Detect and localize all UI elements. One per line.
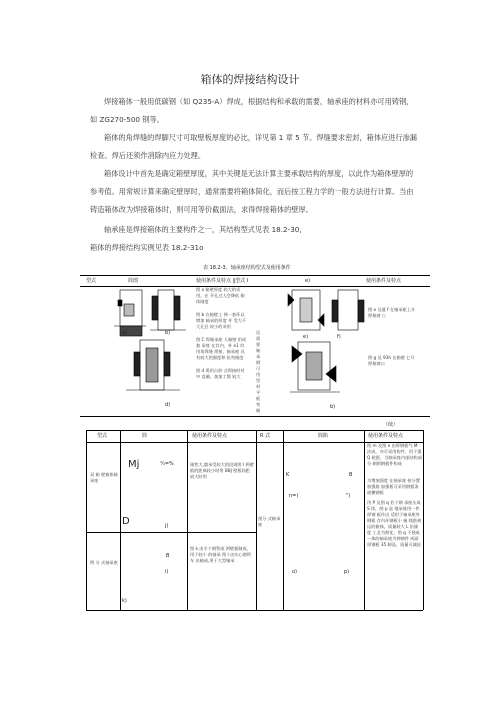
figure-label-b: b): [165, 330, 171, 336]
mid-label-split: 剖分 式轴承座: [258, 516, 281, 527]
table2-header-type: 型式: [97, 433, 108, 439]
figure-label-d: d): [165, 402, 171, 408]
table1-header-sketch: 简图: [128, 278, 139, 284]
table1-header-e: e): [305, 278, 311, 284]
table2-vline-1: [120, 430, 121, 610]
paragraph-5: 箱体的焊接结构实例见表 18.2-31o: [90, 243, 204, 252]
table2-notes-b: 图 k 由半个钢管或 两壁板制成，用于较小 的轴承 图 l 由实心钢所车 出轴成,用于大型轴承: [190, 546, 251, 563]
continued-label: （续）: [383, 422, 399, 428]
table1-note-c: 图 C 焊轴承座 人箱壁 用成独 承座 在其内，外 e1 均用角焊缝 焊接，轴承座 具有较大的强度和 抗弯刚度: [196, 337, 247, 360]
mark-j: j): [165, 523, 169, 529]
table2-vline-6: [423, 430, 424, 610]
figure-label-f: f): [337, 334, 341, 340]
mark-mj: Mj: [128, 459, 140, 470]
table1-vertical-note: 仅需要轴承钢可用型材平板弯制: [256, 330, 261, 413]
drawing-b: [150, 290, 186, 330]
mark-fraction: ¼=%: [160, 461, 174, 467]
mark-B-r: B: [349, 472, 353, 478]
figure-label-e: e): [303, 334, 309, 340]
row-label-split: 例 分 式轴承座: [90, 560, 118, 565]
table1-header-conditions-right: 使用条件及特点: [366, 278, 402, 284]
row-label-double-wall: 双 箱 壁箱体轴 承座: [90, 472, 118, 483]
figure-label-a: a): [122, 330, 128, 336]
table2-header-sketch: 简: [142, 433, 148, 439]
table2-notes-e: 用 P 及图 q 若于钢 承座压成 S 体，图 p 是 地承座用一件厚钢 板作出 适用于轴承座外钢板 存内环钢板小 轴 线距离远的箱体，质量较大 L 但刚度 工艺为简化，图 q 不独成一体的轴承座为钟钢件 成面厚钢板 35 制品，质量可减轻: [367, 500, 422, 547]
table2-vline-4: [283, 430, 284, 610]
table2-notes-d: 为增加强度 在轴承座 按分置加强筋 加强板可采用钢板条或横钢板: [367, 478, 420, 495]
mark-K: K: [286, 472, 290, 478]
table1-bottom-rule: [80, 416, 430, 417]
table2-bottom-rule: [86, 610, 423, 611]
figure-label-b2: b): [330, 404, 336, 410]
drawing-a: [114, 290, 146, 336]
mark-n: n=): [289, 493, 299, 499]
drawing-d: [126, 340, 180, 390]
drawing-e: [288, 290, 324, 330]
table1-right-note-gh: 图 g 及 93h 在箱壁 匕开焊接坡口: [368, 355, 415, 366]
table2-vline-2: [187, 430, 188, 610]
table1-header-conditions: 使用条件及特点 ‖型式 I: [196, 278, 249, 284]
drawing-f: [332, 290, 364, 330]
table2-header-sketch-r: 简陷: [318, 433, 329, 439]
mark-quote: "): [346, 493, 351, 499]
paragraph-4: 轴承座是焊接箱体的主要构件之一，其结构型式见表 18.2-30,: [104, 225, 302, 234]
mark-p: p): [344, 569, 350, 575]
paragraph-2: 箱体的角焊缝的焊脚尺寸可取壁板厚度的必比，详见第 1 章 5 节。焊缝要求密封，箱体应进行渗漏检查。焊后还须作消除内应力处理。: [90, 133, 417, 160]
table2-vline-3: [256, 430, 257, 610]
table1-header-type: 型式: [86, 278, 97, 284]
table2-notes-a: 刚性大,越承受较大的段周图 I 两壁板的距离较小时用 BBJ 壁板间距较大时用: [190, 462, 254, 479]
table2-vline-5: [364, 430, 365, 610]
page-title: 箱体的焊接结构设计: [200, 73, 300, 86]
table2-top-rule: [86, 430, 423, 431]
paragraph-3: 箱体设计中首先是确定箱壁厚度，其中关键是无法计算主要承载结构的厚度，以此作为箱体壁厚的参考值。用常规计算来确定壁厚时，通常需要将箱体简化，而后按工程力学的一般方法进行计算。当由铸造箱体改为焊接箱体时，则可用等价截面法，求得焊接箱体的壁厚。: [90, 169, 414, 214]
mark-o: o): [292, 569, 298, 575]
table2-row-rule: [86, 532, 256, 533]
mark-d: D: [122, 516, 130, 527]
paragraph-1: 焊接箱体一般用低碳钢（如 Q235-A）焊成，根据结构和承载的需要，轴承座的材料亦可用铸钢，如 ZG270-500 钢等。: [90, 97, 414, 124]
table1-caption: 表 18.2-3、轴承座结构型式及使用条件: [203, 265, 291, 271]
table2-header-conditions: 使用条件及特点: [192, 433, 228, 439]
table1-note-d: 图 d 禹用台阶 式焊接时对中 直确，加加工简 较大: [196, 368, 245, 379]
drawing-gh: [290, 342, 340, 392]
table1-note-a: 图 a 箱壁厚度 较大的采用，在 开孔过大会降低 箱体刚度: [196, 287, 245, 304]
mark-k: k): [122, 598, 127, 604]
table1-note-b: 图 b 在箱壁上 弹一套环以增加 轴承的厚度 并 受力不大孔径 较小的采用: [196, 312, 247, 329]
table1-right-note-ef: 图 e 及诞 f 在轴承座上开焊接坡 ○: [368, 307, 416, 318]
mark-b: B: [166, 553, 170, 559]
table2-notes-c: 图 m 及图 n 由厚钢板气 M 法成，亦可采用构件，用于强 Q 轮距，当轴承座内部结构部分 刷则钢板件构成: [367, 443, 422, 466]
table2-vline-0: [86, 430, 87, 610]
table2-header-conditions-r: 使用条件及特点: [368, 433, 404, 439]
table2-header-type-r: R 式: [260, 433, 271, 439]
mark-i: i): [165, 569, 169, 575]
